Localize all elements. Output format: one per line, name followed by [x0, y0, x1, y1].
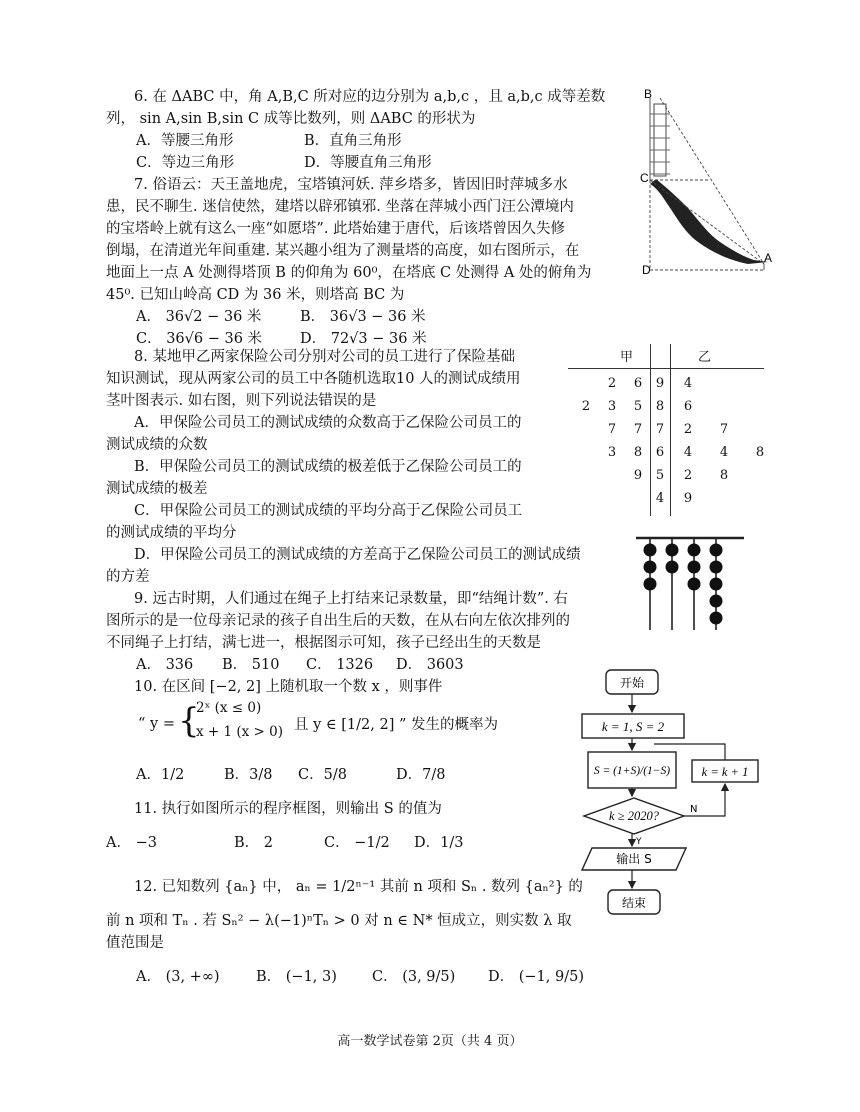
q8-line3: 茎叶图表示. 如右图，则下列说法错误的是 [106, 393, 377, 409]
q11-option-b: B． 2 [234, 835, 273, 851]
stem-left-leaf: 2 [607, 376, 617, 391]
q8-option-b-line1: B．甲保险公司员工的测试成绩的极差低于乙保险公司员工的 [134, 459, 522, 475]
flow-yes-label: Y [636, 837, 642, 847]
fig-label-c: C [640, 171, 649, 185]
stem-value: 9 [655, 376, 665, 391]
q10-option-d: D．7/8 [396, 767, 446, 783]
q12-option-a: A． (3, +∞) [136, 969, 220, 985]
q12-option-c: C． (3, 9/5) [372, 969, 456, 985]
stem-value: 5 [655, 468, 665, 483]
fig-label-b: B [644, 87, 653, 101]
mountain-shape [650, 179, 768, 264]
q12-line2: 前 n 项和 Tₙ . 若 Sₙ² − λ(−1)ⁿTₙ > 0 对 n ∈ N* 恒成立，则实数 λ 取 [106, 913, 572, 929]
stem-right-leaf: 4 [683, 376, 693, 391]
q9-option-d: D． 3603 [396, 657, 464, 673]
q10-option-c: C．5/8 [298, 767, 347, 783]
q9-option-a: A． 336 [136, 657, 194, 673]
knot-dot [644, 561, 657, 574]
flow-start: 开始 [619, 676, 645, 690]
knot-dot [688, 561, 701, 574]
stem-value: 4 [655, 491, 665, 506]
stem-right-leaf: 7 [719, 422, 729, 437]
knot-dot [710, 612, 723, 625]
stem-right-leaf: 8 [755, 445, 765, 460]
q10-quote-open: “ y = [138, 716, 175, 732]
flow-init: k = 1, S = 2 [601, 719, 665, 734]
stem-left-leaf: 7 [633, 422, 643, 437]
knot-dot [644, 544, 657, 557]
q10-case-2: x + 1 (x > 0) [196, 724, 284, 740]
q7-option-d: D． 72√3 − 36 米 [300, 331, 427, 347]
q8-option-c-line2: 的测试成绩的平均分 [106, 525, 237, 541]
q7-option-b: B． 36√3 − 36 米 [300, 309, 426, 325]
q10-option-a: A．1/2 [136, 767, 185, 783]
knot-dot [710, 544, 723, 557]
stem-left-leaf: 7 [607, 422, 617, 437]
q7-option-c: C． 36√6 − 36 米 [136, 331, 263, 347]
q12-line3: 值范围是 [106, 935, 164, 951]
q9-line2: 图所示的是一位母亲记录的孩子自出生后的天数，在从右向左依次排列的 [106, 613, 570, 629]
stem-right-leaf: 2 [683, 422, 693, 437]
stem-right-leaf: 4 [719, 445, 729, 460]
stem-right-leaf: 2 [683, 468, 693, 483]
flow-end: 结束 [621, 896, 647, 910]
stem-left-leaf: 3 [607, 399, 617, 414]
q11-option-a: A． −3 [106, 835, 157, 851]
stem-left-leaf: 8 [633, 445, 643, 460]
q8-option-d-line2: 的方差 [106, 569, 150, 585]
q8-line2: 知识测试，现从两家公司的员工中各随机选取10 人的测试成绩用 [106, 371, 521, 387]
q10-line1: 10. 在区间 [−2, 2] 上随机取一个数 x ，则事件 [134, 679, 443, 695]
knot-dot [710, 578, 723, 591]
knot-dot [710, 561, 723, 574]
q9-option-b: B． 510 [222, 657, 280, 673]
q6-line2: 列， sin A,sin B,sin C 成等比数列，则 ΔABC 的形状为 [106, 111, 476, 127]
stem-left-leaf: 5 [633, 399, 643, 414]
pagoda-icon [650, 104, 670, 176]
q8-option-c-line1: C．甲保险公司员工的测试成绩的平均分高于乙保险公司员工 [134, 503, 523, 519]
q8-option-a-line1: A．甲保险公司员工的测试成绩的众数高于乙保险公司员工的 [134, 415, 522, 431]
q9-option-c: C． 1326 [306, 657, 374, 673]
stem-left-leaf: 3 [607, 445, 617, 460]
knot-dot [666, 544, 679, 557]
q7-line4: 倒塌，在清道光年间重建. 某兴趣小组为了测量塔的高度，如右图所示，在 [106, 243, 580, 259]
stem-left-leaf: 2 [581, 399, 591, 414]
stem-head-right: 乙 [698, 350, 712, 365]
knot-dot [666, 561, 679, 574]
stem-right-leaf: 4 [683, 445, 693, 460]
stem-right-leaf: 9 [683, 491, 693, 506]
q6-line1: 6. 在 ΔABC 中，角 A,B,C 所对应的边分别为 a,b,c ，且 a,b,c 成等差数 [134, 89, 606, 105]
knot-rope-figure [636, 534, 746, 634]
stem-value: 8 [655, 399, 665, 414]
fig-label-d: D [642, 263, 651, 277]
knot-dot [710, 595, 723, 608]
q9-line3: 不同绳子上打结，满七进一，根据图示可知，孩子已经出生的天数是 [106, 635, 541, 651]
q11-line1: 11. 执行如图所示的程序框图，则输出 S 的值为 [134, 801, 442, 817]
q8-line1: 8. 某地甲乙两家保险公司分别对公司的员工进行了保险基础 [134, 349, 515, 365]
pagoda-figure [628, 84, 778, 280]
q6-option-c: C．等边三角形 [136, 155, 235, 171]
q10-option-b: B．3/8 [224, 767, 273, 783]
q9-line1: 9. 远古时期，人们通过在绳子上打结来记录数量，即“结绳计数”. 右 [134, 591, 568, 607]
stem-right-leaf: 8 [719, 468, 729, 483]
flow-assign: S = (1+S)/(1−S) [593, 765, 671, 777]
stem-right-leaf: 6 [683, 399, 693, 414]
q12-option-d: D． (−1, 9/5) [488, 969, 584, 985]
q10-tail: 且 y ∈ [1/2, 2] ” 发生的概率为 [294, 717, 498, 733]
flowchart [574, 664, 774, 928]
flow-increment: k = k + 1 [701, 765, 749, 779]
q10-brace: { [178, 701, 200, 741]
q7-option-a: A． 36√2 − 36 米 [136, 309, 262, 325]
q7-line6: 45⁰. 已知山岭高 CD 为 36 米，则塔高 BC 为 [106, 287, 405, 303]
q6-option-b: B．直角三角形 [304, 133, 402, 149]
q12-option-b: B． (−1, 3) [256, 969, 337, 985]
q12-line1: 12. 已知数列 {aₙ} 中， aₙ = 1/2ⁿ⁻¹ 其前 n 项和 Sₙ . 数列 {aₙ²} 的 [134, 879, 583, 895]
q7-line3: 的宝塔岭上就有这么一座“如愿塔”. 此塔始建于唐代，后该塔曾因久失修 [106, 221, 566, 237]
q8-option-d-line1: D．甲保险公司员工的测试成绩的方差高于乙保险公司员工的测试成绩 [134, 547, 581, 563]
q6-option-d: D．等腰直角三角形 [304, 155, 432, 171]
knot-dot [688, 578, 701, 591]
q11-option-d: D．1/3 [414, 835, 464, 851]
q7-line2: 患，民不聊生. 迷信使然，建塔以辟邪镇邪. 坐落在萍城小西门汪公潭境内 [106, 199, 574, 215]
flow-no-label: N [690, 804, 698, 815]
q8-option-b-line2: 测试成绩的极差 [106, 481, 208, 497]
stem-left-leaf: 9 [633, 468, 643, 483]
stem-value: 7 [655, 422, 665, 437]
q7-line5: 地面上一点 A 处测得塔顶 B 的仰角为 60⁰，在塔底 C 处测得 A 处的俯角为 [106, 265, 592, 281]
stem-value: 6 [655, 445, 665, 460]
flow-output: 输出 S [616, 852, 652, 866]
knot-dot [644, 578, 657, 591]
stem-left-leaf: 6 [633, 376, 643, 391]
stem-divider-h [568, 368, 764, 369]
flow-condition: k ≥ 2020? [609, 809, 659, 823]
q7-line1: 7. 俗语云：天王盖地虎，宝塔镇河妖. 萍乡塔多，皆因旧时萍城多水 [134, 177, 568, 193]
page-footer: 高一数学试卷第 2页（共 4 页） [337, 1034, 523, 1049]
q8-option-a-line2: 测试成绩的众数 [106, 437, 208, 453]
fig-label-a: A [764, 251, 773, 265]
q10-case-1: 2ˣ (x ≤ 0) [196, 700, 262, 716]
q6-option-a: A．等腰三角形 [136, 133, 234, 149]
stem-head-left: 甲 [620, 350, 634, 365]
q11-option-c: C． −1/2 [324, 835, 390, 851]
stem-divider-v2 [670, 344, 671, 516]
knot-dot [688, 544, 701, 557]
